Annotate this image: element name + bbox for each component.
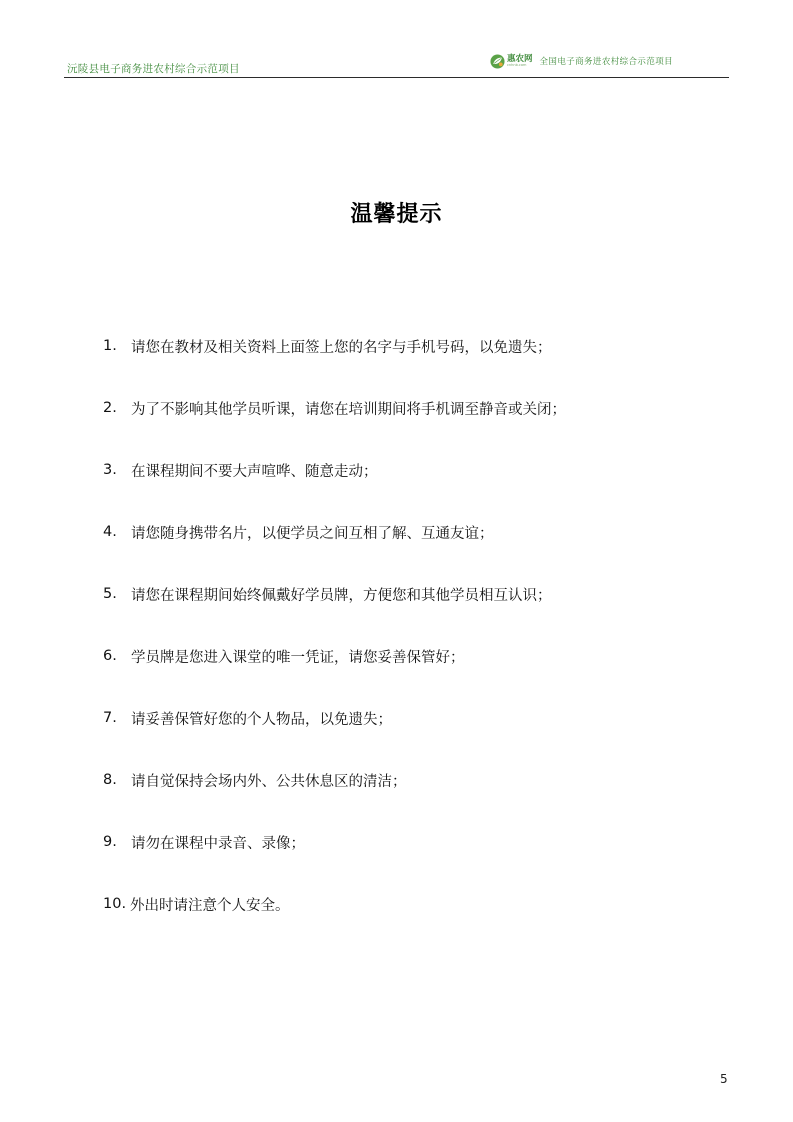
- list-item: [103, 832, 566, 852]
- list-item-text: 外出时请注意个人安全。: [130, 897, 290, 914]
- list-item-number: 4.: [103, 524, 117, 540]
- list-item-text: 请您在课程期间始终佩戴好学员牌，方便您和其他学员相互认识；: [131, 587, 552, 604]
- list-item: [103, 398, 566, 418]
- page-number: 5: [720, 1072, 728, 1086]
- logo-name: 惠农网: [507, 53, 533, 64]
- list-item-text: 请您在教材及相关资料上面签上您的名字与手机号码，以免遗失；: [131, 339, 552, 356]
- list-item-number: 2.: [103, 400, 117, 416]
- list-item-number: 5.: [103, 586, 117, 602]
- list-item-text: 请妥善保管好您的个人物品，以免遗失；: [131, 711, 392, 728]
- list-item-number: 7.: [103, 710, 117, 726]
- list-item: [103, 584, 566, 604]
- list-item-text: 为了不影响其他学员听课，请您在培训期间将手机调至静音或关闭；: [131, 401, 566, 418]
- leaf-logo-icon: [490, 54, 505, 69]
- list-item-number: 3.: [103, 462, 117, 478]
- list-item: [103, 894, 566, 914]
- list-item-text: 请勿在课程中录音、录像；: [131, 835, 305, 852]
- logo-subtext: cnhnb.com: [507, 63, 527, 67]
- list-item: [103, 770, 566, 790]
- header-project-name: 沅陵县电子商务进农村综合示范项目: [67, 63, 240, 75]
- header-brand: [490, 52, 673, 70]
- list-item-text: 请您随身携带名片，以便学员之间互相了解、互通友谊；: [131, 525, 494, 542]
- brand-logo: [490, 54, 533, 69]
- list-item: [103, 646, 566, 666]
- list-item: [103, 708, 566, 728]
- list-item-text: 学员牌是您进入课堂的唯一凭证，请您妥善保管好；: [131, 649, 465, 666]
- list-item: [103, 522, 566, 542]
- header-divider: [64, 77, 729, 78]
- logo-text: [507, 55, 533, 68]
- list-item-number: 8.: [103, 772, 117, 788]
- list-item-number: 10.: [103, 896, 127, 912]
- list-item-number: 9.: [103, 834, 117, 850]
- list-item: [103, 460, 566, 480]
- list-item: [103, 336, 566, 356]
- list-item-text: 请自觉保持会场内外、公共休息区的清洁；: [131, 773, 407, 790]
- header-tagline: 全国电子商务进农村综合示范项目: [539, 57, 674, 67]
- list-item-text: 在课程期间不要大声喧哗、随意走动；: [131, 463, 378, 480]
- page-title: 温馨提示: [350, 202, 443, 227]
- list-item-number: 1.: [103, 338, 117, 354]
- tips-list: [103, 336, 566, 956]
- list-item-number: 6.: [103, 648, 117, 664]
